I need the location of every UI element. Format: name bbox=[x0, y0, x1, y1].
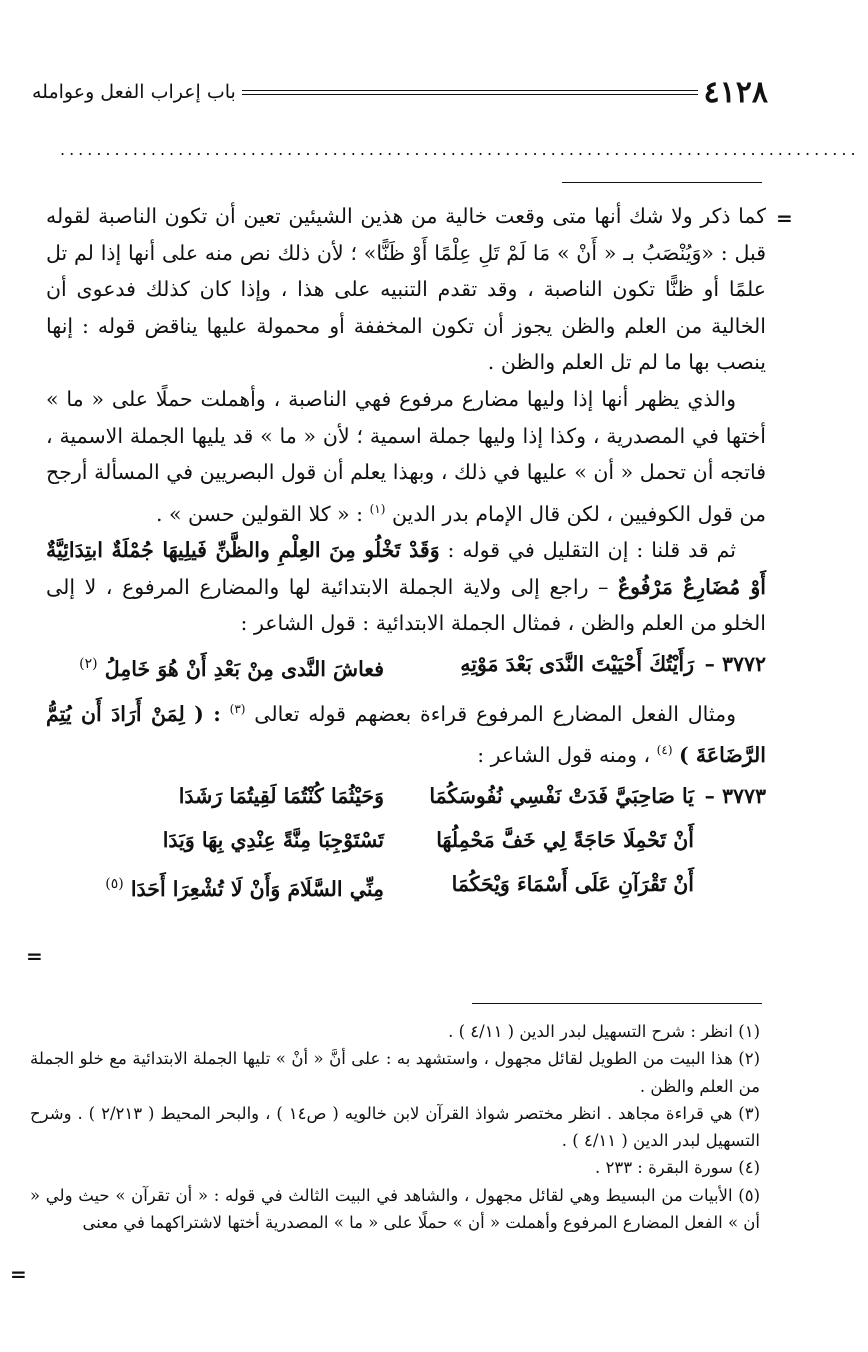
paragraph-2 bbox=[46, 381, 766, 532]
verse-first-hemistich: أَنْ تَقْرَآنِ عَلَى أَسْمَاءَ وَيْحَكُمَا bbox=[451, 871, 694, 896]
footnote-ref-2: (٢) bbox=[79, 655, 98, 672]
dotted-separator: ........................................................................................ bbox=[60, 140, 860, 159]
verse-3772 bbox=[46, 642, 766, 691]
page-header bbox=[32, 70, 768, 114]
paragraph-3-quote: وَقَدْ تَخْلُو مِنَ العِلْمِ والظَّنِّ فَيلِيهَا جُمْلَةٌ ابتِدَائِيَّةٌ أَوْ مُضَارِعٌ مَرْفُوعٌ bbox=[46, 538, 766, 599]
verse-first-hemistich: رَأَيْتُكَ أَحْيَيْتَ النَّدَى بَعْدَ مَوْتِهِ bbox=[460, 651, 694, 676]
paragraph-3-end: – راجع إلى ولاية الجملة الابتدائية لها والمضارع المرفوع ، لا إلى الخلو من العلم والظن ، فمثال الجملة الابتدائية : قول الشاعر : bbox=[46, 574, 766, 636]
verse-3773-line-2 bbox=[46, 818, 766, 862]
footnote-3: (٣) هي قراءة مجاهد . انظر مختصر شواذ القرآن لابن خالويه ( ص١٤ ) ، والبحر المحيط ( ٢/٢١٣ ) . وشرح التسهيل لبدر الدين ( ٤/١١ ) . bbox=[30, 1103, 760, 1151]
verse-second-hemistich bbox=[46, 862, 384, 911]
verse-second-hemistich: وَحَيْثُمَا كُنْتُمَا لَقِيتُمَا رَشَدَا bbox=[178, 783, 384, 808]
continuation-mark-top: = bbox=[776, 206, 793, 230]
paragraph-2-end: : « كلا القولين حسن » . bbox=[155, 501, 364, 526]
paragraph-2-text: والذي يظهر أنها إذا وليها مضارع مرفوع فهي الناصبة ، وأهملت حملًا على « ما » أختها في المصدرية ، وكذا إذا وليها جملة اسمية ؛ لأن « ما » قد يليها الجملة الاسمية ، فاتجه أن تحمل « أن » عليها في ذلك ، وبهذا يعلم أن قول البصريين في المسألة أرجح من قول الكوفيين ، لكن قال الإمام بدر الدين bbox=[46, 386, 766, 526]
paragraph-3 bbox=[46, 532, 766, 642]
verse-number: ٣٧٧٣ – bbox=[704, 783, 766, 808]
footnote-ref-5: (٥) bbox=[105, 875, 124, 892]
footnote-2: (٢) هذا البيت من الطويل لقائل مجهول ، واستشهد به : على أنَّ « أنْ » تليها الجملة الابتدائية مع خلو الجملة من العلم والظن . bbox=[30, 1049, 760, 1096]
footnote-4: (٤) سورة البقرة : ٢٣٣ . bbox=[594, 1158, 760, 1178]
footnote-1: (١) انظر : شرح التسهيل لبدر الدين ( ٤/١١ ) . bbox=[448, 1022, 760, 1041]
paragraph-4-end: ، ومنه قول الشاعر : bbox=[477, 743, 651, 768]
continuation-mark-bottom: = bbox=[10, 1262, 27, 1286]
chapter-title: باب إعراب الفعل وعوامله bbox=[32, 81, 236, 103]
paragraph-4-text: ومثال الفعل المضارع المرفوع قراءة بعضهم قوله تعالى bbox=[254, 701, 736, 726]
footnote-ref-1: (١) bbox=[369, 501, 386, 516]
continuation-mark-verse: = bbox=[26, 944, 43, 968]
verse-second-hemistich: تَسْتَوْجِبَا مِنَّةً عِنْدِي بِهَا وَيَدَا bbox=[162, 827, 384, 852]
paragraph-1: كما ذكر ولا شك أنها متى وقعت خالية من هذين الشيئين تعين أن تكون الناصبة لقوله قبل : «وَيُنْصَبُ بـ « أَنْ » مَا لَمْ تَلِ عِلْمًا أَوْ ظَنًّا» ؛ لأن ذلك نص منه على أنها إذا لم تل علمًا أو ظنًّا تكون الناصبة ، وقد تقدم التنبيه على هذا ، وإذا كان كذلك فدعوى أن الخالية من العلم والظن يجوز أن تكون المخففة أو محمولة عليها يناقض قوله : إنها ينصب بها ما لم تل العلم والظن . bbox=[46, 204, 766, 375]
main-text bbox=[46, 198, 766, 910]
header-rule bbox=[242, 90, 698, 95]
verse-first-hemistich: يَا صَاحِبَيَّ فَدَتْ نَفْسِي نُفُوسَكُمَا bbox=[429, 783, 694, 808]
footnote-5: (٥) الأبيات من البسيط وهي لقائل مجهول ، والشاهد في البيت الثالث في قوله : « أن تقرآن » حيث ولي « أن » الفعل المضارع المرفوع وأهملت « أن » حملًا على « ما » المصدرية أختها لاشتراكهما في معنى bbox=[30, 1185, 760, 1233]
verse-second-hemistich bbox=[46, 642, 384, 691]
footnotes bbox=[30, 1018, 760, 1236]
verse-3773-line-1 bbox=[46, 774, 766, 818]
verse-number bbox=[694, 818, 766, 862]
verse-number bbox=[694, 862, 766, 911]
footnote-ref-4: (٤) bbox=[656, 743, 673, 758]
footnote-ref-3: (٣) bbox=[229, 701, 246, 716]
verse-first-hemistich: أَنْ تَحْمِلَا حَاجَةً لِي خَفَّ مَحْمِلُهَا bbox=[436, 827, 694, 852]
page-number: ٤١٢٨ bbox=[703, 74, 768, 110]
paragraph-4 bbox=[46, 691, 766, 774]
verse-second-hemistich-text: مِنِّي السَّلَامَ وَأَنْ لَا تُشْعِرَا أَحَدَا bbox=[130, 876, 384, 901]
footnote-continuation-rule bbox=[562, 182, 762, 183]
verse-number: ٣٧٧٢ – bbox=[704, 651, 766, 676]
verse-3773-line-3 bbox=[46, 862, 766, 911]
footnote-rule bbox=[472, 1003, 762, 1004]
verse-second-hemistich-text: فعاشَ النَّدى مِنْ بَعْدِ أَنْ هُوَ خَامِلُ bbox=[104, 656, 384, 681]
paragraph-3-start: ثم قد قلنا : إن التقليل في قوله : bbox=[447, 538, 736, 563]
paragraph-4-quote: : ( لِمَنْ أَرَادَ أَن يُتِمُّ الرَّضَاعَةَ ) bbox=[46, 701, 766, 768]
